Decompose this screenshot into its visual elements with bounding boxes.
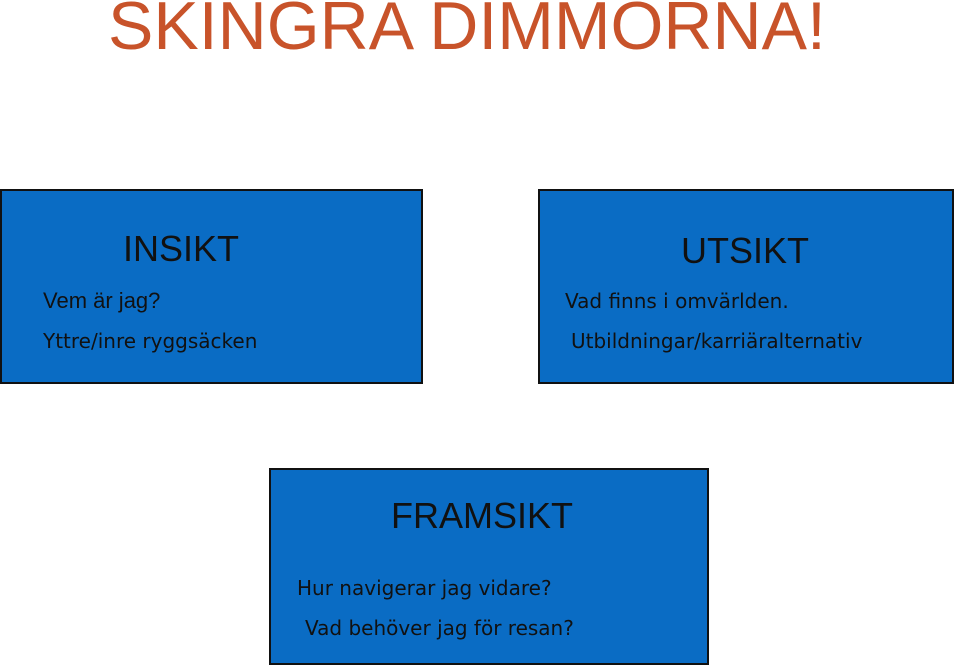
insikt-line-2: Yttre/inre ryggsäcken: [43, 329, 258, 353]
framsikt-box: [269, 468, 709, 665]
insikt-heading: INSIKT: [123, 228, 240, 269]
framsikt-line-1: Hur navigerar jag vidare?: [297, 576, 552, 600]
page-title: SKINGRA DIMMORNA!: [108, 0, 826, 64]
utsikt-box: [538, 189, 954, 384]
insikt-line-1: Vem är jag?: [43, 288, 161, 313]
utsikt-line-2: Utbildningar/karriäralternativ: [571, 329, 863, 353]
framsikt-heading: FRAMSIKT: [391, 495, 574, 536]
utsikt-line-1: Vad finns i omvärlden.: [565, 289, 789, 313]
insikt-box: [0, 189, 423, 384]
utsikt-heading: UTSIKT: [681, 230, 810, 271]
framsikt-line-2: Vad behöver jag för resan?: [305, 616, 574, 640]
